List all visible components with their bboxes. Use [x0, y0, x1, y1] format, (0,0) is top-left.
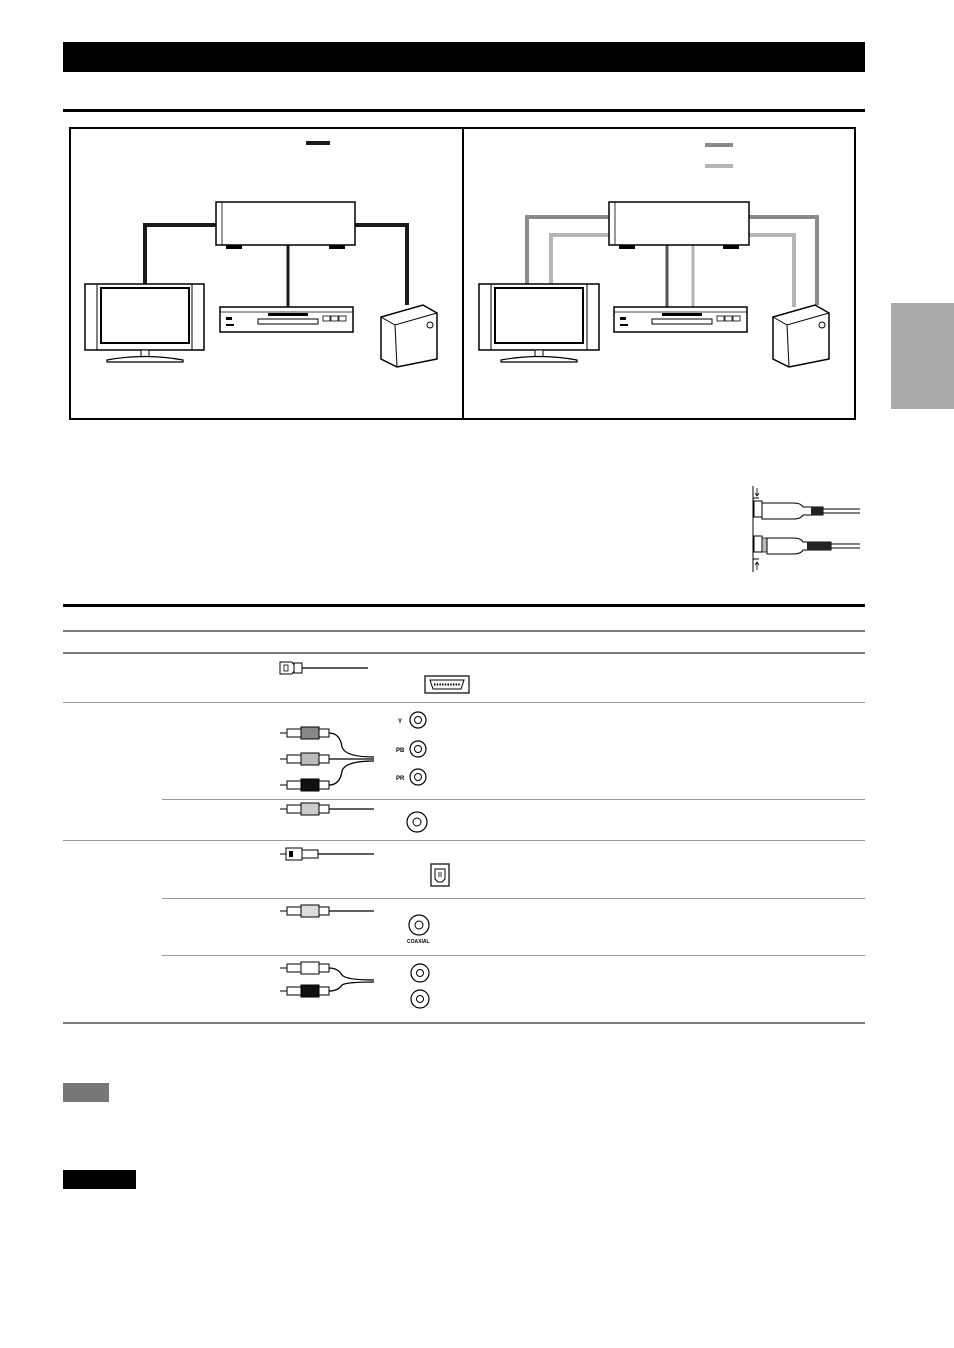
- optical-jack-icon: [431, 864, 449, 886]
- connection-diagram: [69, 127, 856, 420]
- section-rule-table: [63, 604, 865, 607]
- side-section-tab: [891, 303, 954, 409]
- right-panel: [479, 143, 829, 367]
- receiver-unit-right: [609, 202, 749, 249]
- left-panel: [85, 141, 437, 367]
- subwoofer-unit: [381, 305, 437, 367]
- rca-jack-icon: [407, 812, 427, 832]
- tv-unit: [85, 284, 204, 362]
- cable-to-subwoofer: [749, 217, 817, 305]
- disc-player-unit-right: [614, 307, 747, 332]
- jack-label-pr: PR: [396, 776, 405, 782]
- component-jack-icon: [396, 712, 426, 785]
- rca-dual-jack-icon: [411, 964, 429, 1008]
- jack-label-pb: PB: [396, 748, 405, 754]
- table-header-rule-bottom: [63, 652, 865, 654]
- disc-player-unit: [220, 307, 353, 332]
- table-row-divider: [162, 955, 865, 956]
- legend-line-mid: [705, 143, 733, 147]
- rca-dual-plug-icon: [280, 962, 374, 997]
- connection-table-icons: [270, 655, 480, 1023]
- legend-line-light: [705, 164, 733, 168]
- caution-tag: [63, 1170, 136, 1189]
- plug-insertion-illustration: [745, 484, 863, 574]
- legend-line-dark: [306, 141, 330, 145]
- cable-video-to-tv: [527, 217, 609, 287]
- optical-plug-icon: [280, 848, 374, 860]
- rca-plug-icon: [280, 905, 374, 917]
- section-rule-top: [63, 109, 865, 112]
- hdmi-plug-icon: [280, 662, 368, 674]
- cable-receiver-to-tv: [145, 225, 216, 287]
- tv-unit-right: [479, 284, 599, 362]
- table-row-divider: [162, 898, 865, 899]
- rca-triple-plug-icon: [280, 727, 374, 791]
- subwoofer-unit-right: [773, 305, 829, 367]
- note-tag: [63, 1083, 109, 1102]
- jack-label-y: Y: [398, 719, 403, 725]
- table-row-divider: [162, 799, 865, 800]
- cable-to-subwoofer-audio: [749, 235, 794, 307]
- cable-audio-from-tv: [551, 235, 609, 287]
- hdmi-jack-icon: [425, 676, 469, 693]
- page-header-bar: [63, 42, 865, 72]
- rca-plug-icon: [280, 803, 374, 815]
- jack-label-coaxial: COAXIAL: [407, 939, 430, 945]
- cable-receiver-to-subwoofer: [354, 225, 407, 305]
- coaxial-jack-icon: [407, 915, 430, 945]
- receiver-unit: [216, 202, 355, 249]
- table-header-rule-top: [63, 630, 865, 632]
